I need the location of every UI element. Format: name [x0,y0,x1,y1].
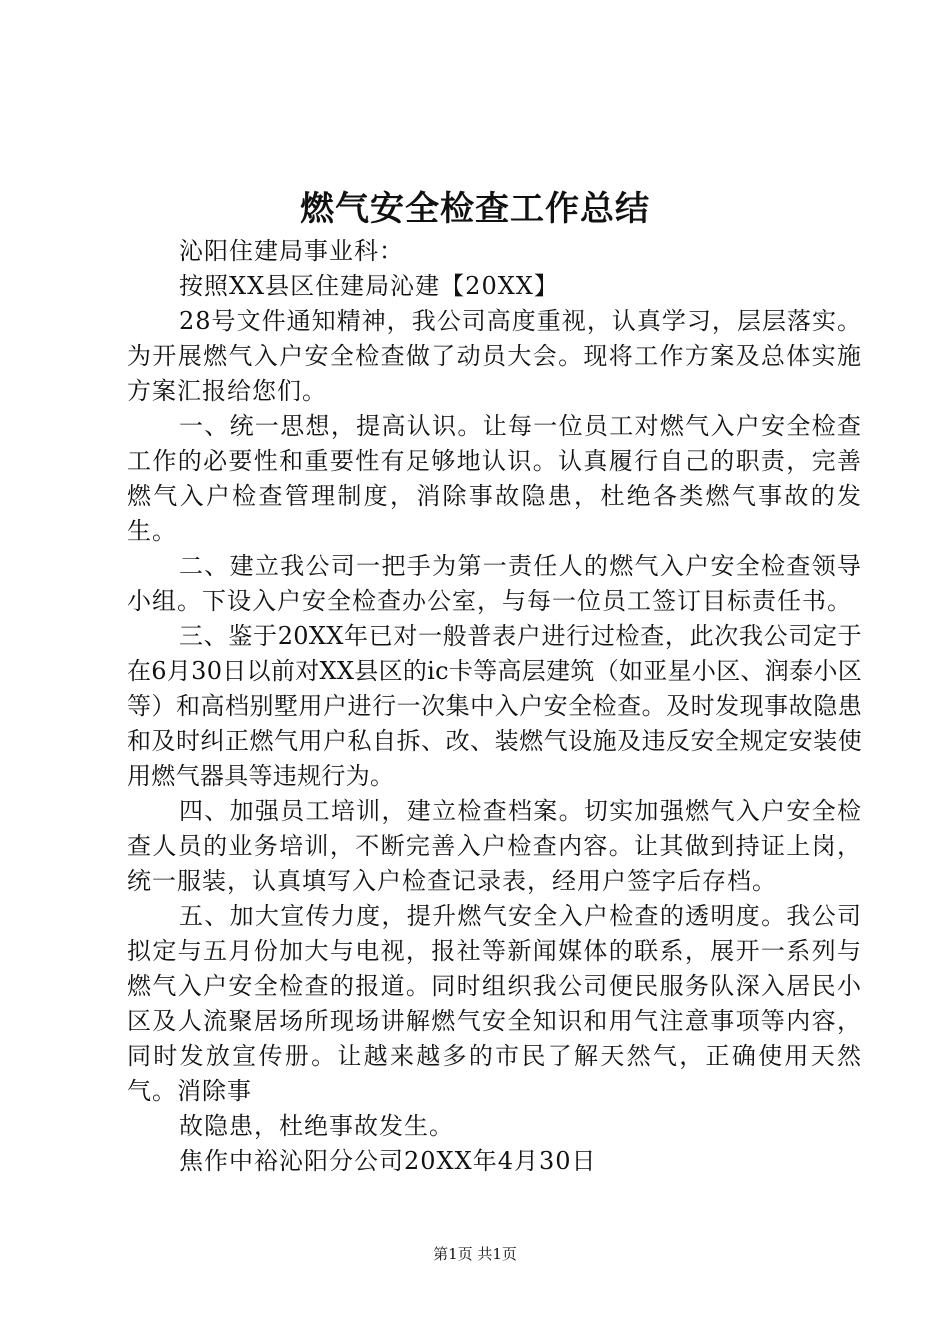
paragraph-item-4: 四、加强员工培训，建立检查档案。切实加强燃气入户安全检查人员的业务培训，不断完善入户检查内容。让其做到持证上岗，统一服装，认真填写入户检查记录表，经用户签字后存档。 [127,797,862,895]
paragraph-item-3: 三、鉴于20XX年已对一般普表户进行过检查，此次我公司定于在6月30日以前对XX县区的ic卡等高层建筑（如亚星小区、润泰小区等）和高档别墅用户进行一次集中入户安全检查。及时发现事故隐患和及时纠正燃气用户私自拆、改、装燃气设施及违反安全规定安装使用燃气器具等违规行为。 [127,622,862,790]
page-footer: 第1页 共1页 [433,1245,517,1263]
document-title: 燃气安全检查工作总结 [300,189,650,229]
document-body [127,234,862,1179]
paragraph-item-2: 二、建立我公司一把手为第一责任人的燃气入户安全检查领导小组。下设入户安全检查办公室，与每一位员工签订目标责任书。 [127,552,862,615]
salutation: 沁阳住建局事业科： [179,237,404,265]
paragraph-reference: 按照XX县区住建局沁建【20XX】 [179,272,559,300]
paragraph-item-5: 五、加大宣传力度，提升燃气安全入户检查的透明度。我公司拟定与五月份加大与电视，报社等新闻媒体的联系，展开一系列与燃气入户安全检查的报道。同时组织我公司便民服务队深入居民小区及人流聚居场所现场讲解燃气安全知识和用气注意事项等内容，同时发放宣传册。让越来越多的市民了解天然气，正确使用天然气。消除事 [127,902,862,1105]
paragraph-continuation: 故隐患，杜绝事故发生。 [179,1112,454,1140]
paragraph-intro: 28号文件通知精神，我公司高度重视，认真学习，层层落实。为开展燃气入户安全检查做了动员大会。现将工作方案及总体实施方案汇报给您们。 [127,307,862,405]
paragraph-item-1: 一、统一思想，提高认识。让每一位员工对燃气入户安全检查工作的必要性和重要性有足够地认识。认真履行自己的职责，完善燃气入户检查管理制度，消除事故隐患，杜绝各类燃气事故的发生。 [127,412,862,545]
signature-line: 焦作中裕沁阳分公司20XX年4月30日 [179,1147,597,1175]
